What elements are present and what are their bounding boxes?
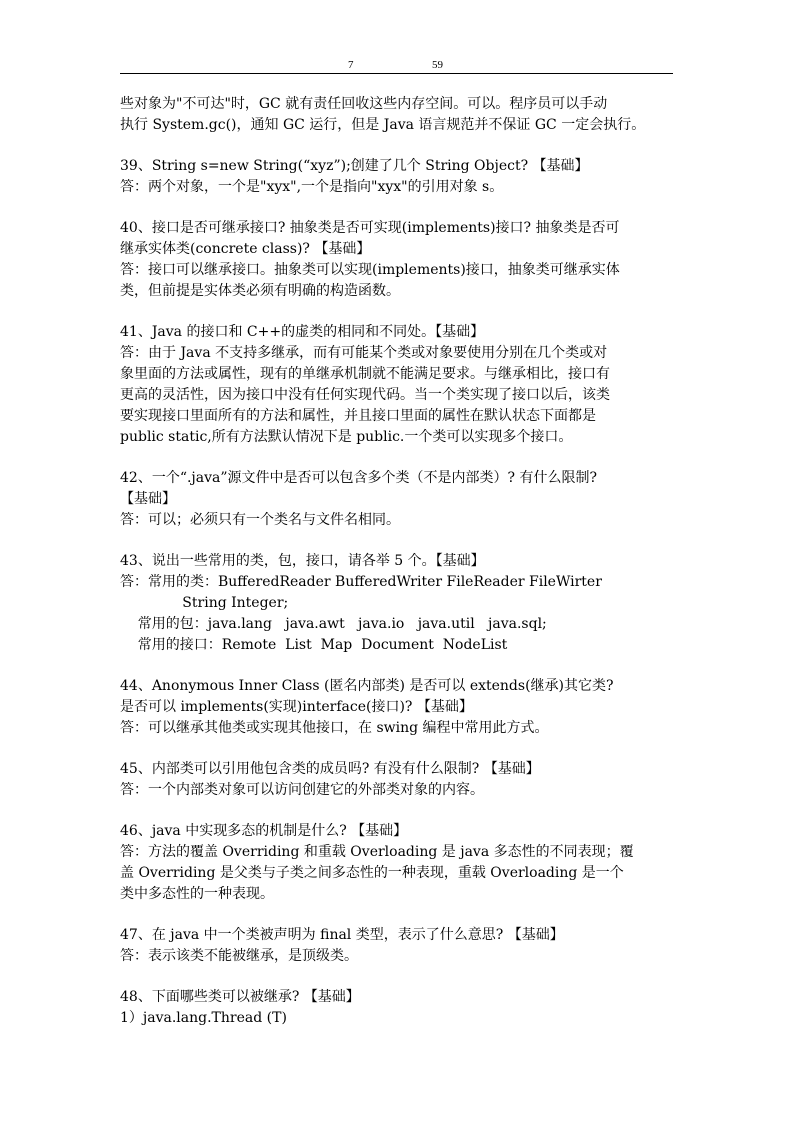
blank-line: [120, 531, 680, 551]
text-line: 答：接口可以继承接口。抽象类可以实现(implements)接口，抽象类可继承实体: [120, 262, 620, 278]
text-line: 常用的接口：Remote List Map Document NodeList: [120, 637, 508, 653]
text-line: 类，但前提是实体类必须有明确的构造函数。: [120, 283, 400, 299]
text-line: 答：可以；必须只有一个类名与文件名相同。: [120, 512, 400, 528]
text-line: 39、String s=new String(“xyz”);创建了几个 String Object? 【基础】: [120, 158, 589, 174]
text-line: 答：方法的覆盖 Overriding 和重载 Overloading 是 java 多态性的不同表现；覆: [120, 844, 634, 860]
text-line: 1）java.lang.Thread (T): [120, 1010, 287, 1026]
document-body: [120, 94, 680, 1029]
text-line: 42、一个“.java”源文件中是否可以包含多个类（不是内部类）? 有什么限制?: [120, 470, 597, 486]
text-line: 些对象为"不可达"时，GC 就有责任回收这些内存空间。可以。程序员可以手动: [120, 96, 608, 112]
text-line: 43、说出一些常用的类，包，接口，请各举 5 个。【基础】: [120, 553, 485, 569]
header-rule: [120, 73, 673, 74]
text-line: 象里面的方法或属性，现有的单继承机制就不能满足要求。与继承相比，接口有: [120, 366, 610, 382]
text-line: 是否可以 implements(实现)interface(接口)? 【基础】: [120, 699, 473, 715]
text-line: 40、接口是否可继承接口? 抽象类是否可实现(implements)接口? 抽象类是否可: [120, 220, 620, 236]
blank-line: [120, 302, 680, 322]
text-line: public static,所有方法默认情况下是 public.一个类可以实现多个接口。: [120, 429, 573, 445]
text-line: 更高的灵活性，因为接口中没有任何实现代码。当一个类实现了接口以后，该类: [120, 387, 610, 403]
page-number-left: 7: [348, 59, 354, 71]
text-line: 44、Anonymous Inner Class (匿名内部类) 是否可以 extends(继承)其它类?: [120, 678, 614, 694]
text-line: 答：由于 Java 不支持多继承，而有可能某个类或对象要使用分别在几个类或对: [120, 345, 608, 361]
blank-line: [120, 448, 680, 468]
text-line: 答：表示该类不能被继承，是顶级类。: [120, 948, 358, 964]
text-line: 盖 Overriding 是父类与子类之间多态性的一种表现，重载 Overloading 是一个: [120, 865, 624, 881]
text-line: 45、内部类可以引用他包含类的成员吗? 有没有什么限制? 【基础】: [120, 761, 540, 777]
blank-line: [120, 801, 680, 821]
text-line: 类中多态性的一种表现。: [120, 886, 274, 902]
blank-line: [120, 967, 680, 987]
text-line: 47、在 java 中一个类被声明为 final 类型，表示了什么意思? 【基础】: [120, 927, 564, 943]
text-line: 48、下面哪些类可以被继承? 【基础】: [120, 989, 360, 1005]
text-line: 答：可以继承其他类或实现其他接口，在 swing 编程中常用此方式。: [120, 720, 549, 736]
page-header: [120, 59, 673, 75]
text-line: 答：常用的类：BufferedReader BufferedWriter FileReader FileWirter: [120, 574, 602, 590]
text-line: 41、Java 的接口和 C++的虚类的相同和不同处。【基础】: [120, 324, 485, 340]
text-line: 46、java 中实现多态的机制是什么? 【基础】: [120, 823, 408, 839]
blank-line: [120, 198, 680, 218]
blank-line: [120, 656, 680, 676]
text-line: 常用的包：java.lang java.awt java.io java.util java.sql;: [120, 616, 547, 632]
text-line: 继承实体类(concrete class)? 【基础】: [120, 241, 371, 257]
text-line: String Integer;: [120, 595, 289, 611]
blank-line: [120, 136, 680, 156]
blank-line: [120, 739, 680, 759]
blank-line: [120, 905, 680, 925]
text-line: 【基础】: [120, 491, 176, 507]
text-line: 答：一个内部类对象可以访问创建它的外部类对象的内容。: [120, 782, 484, 798]
text-line: 要实现接口里面所有的方法和属性，并且接口里面的属性在默认状态下面都是: [120, 408, 596, 424]
text-line: 答：两个对象，一个是"xyx",一个是指向"xyx"的引用对象 s。: [120, 179, 504, 195]
text-line: 执行 System.gc()，通知 GC 运行，但是 Java 语言规范并不保证 GC 一定会执行。: [120, 117, 646, 133]
page-number-right: 59: [432, 59, 443, 71]
